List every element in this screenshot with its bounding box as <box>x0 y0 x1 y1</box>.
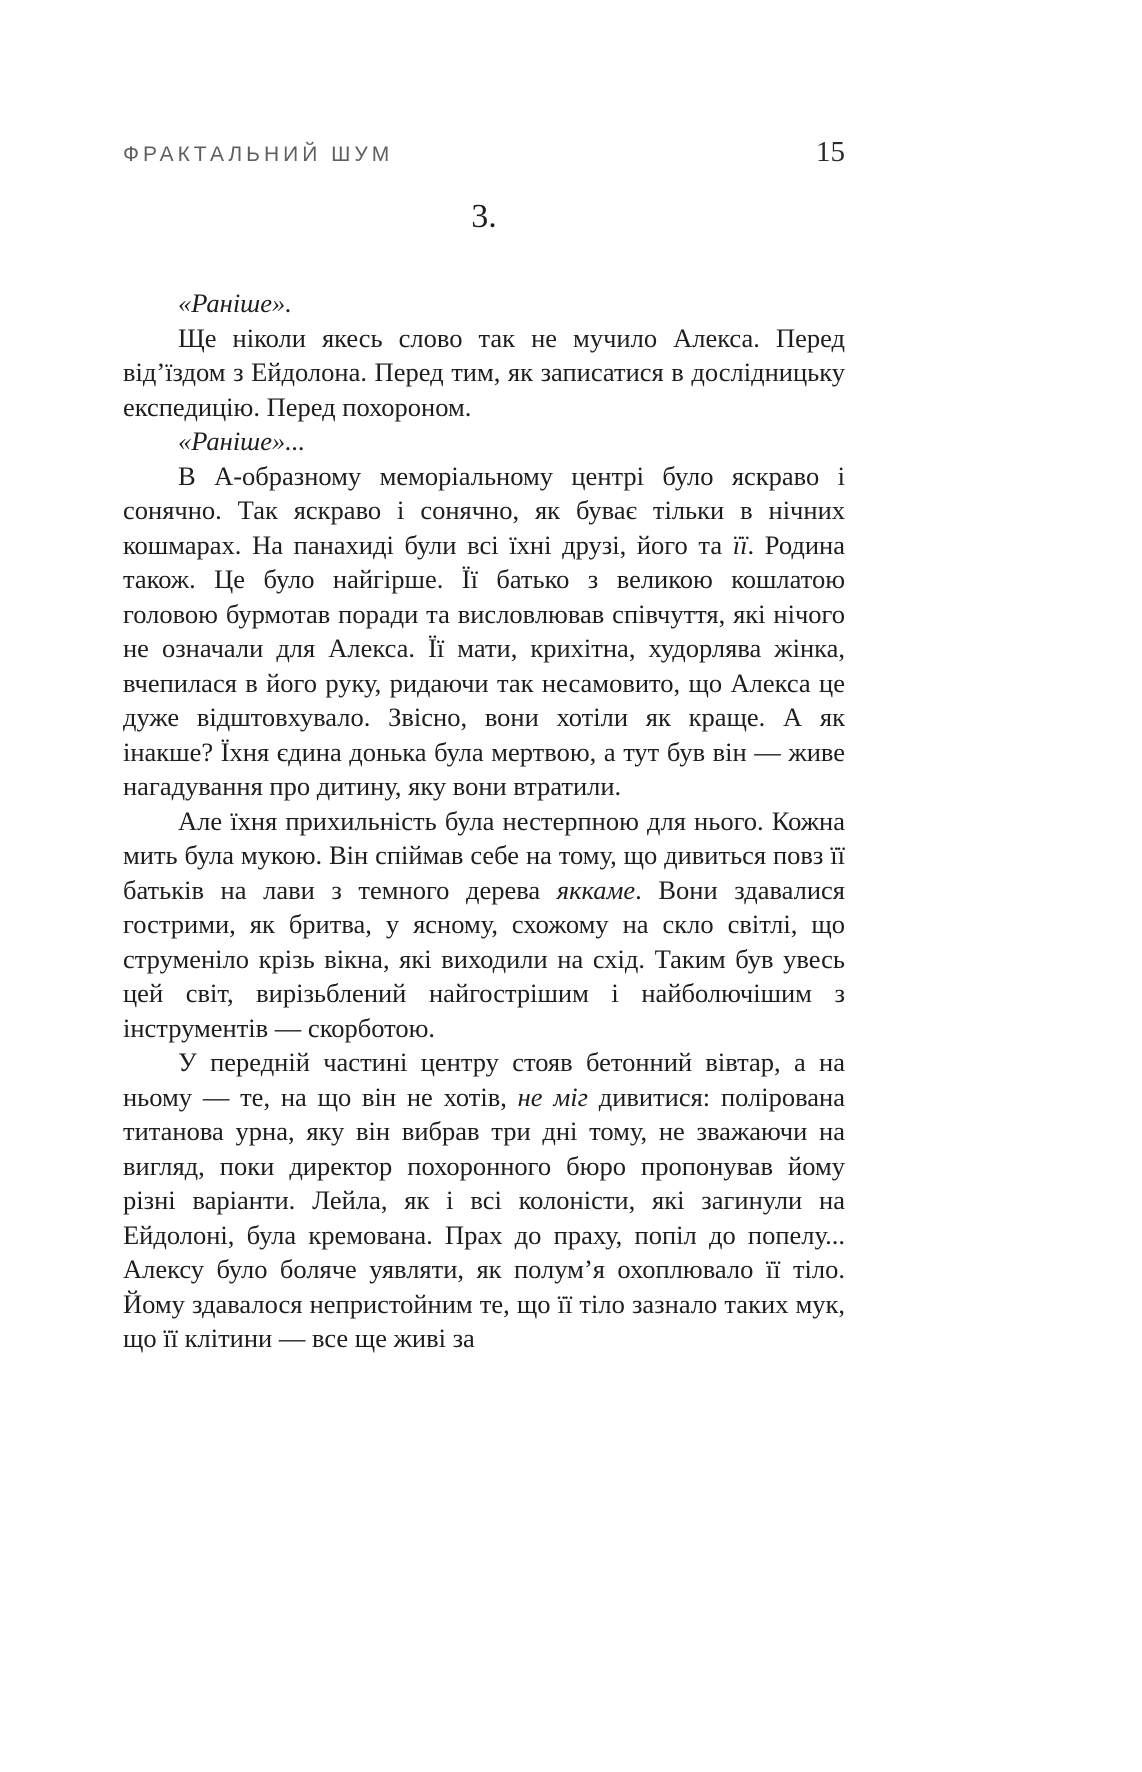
italic-text-run: не міг <box>517 1081 588 1112</box>
paragraph <box>123 459 845 804</box>
running-title: ФРАКТАЛЬНИЙ ШУМ <box>123 143 394 166</box>
page-header <box>123 136 845 169</box>
italic-text-run: яккаме <box>556 874 636 905</box>
page-number: 15 <box>816 136 845 168</box>
text-run: У передній частині центру стояв бетонний вівтар, а на ньому — те, на що він не хотів, <box>123 1047 845 1112</box>
text-run: В А-образному меморіальному центрі було яскраво і сонячно. Так яскраво і сонячно, як буває тільки в нічних кошмарах. На панахиді були всі їхні друзі, його та <box>123 460 845 560</box>
text-run: дивитися: полірована титанова урна, яку він вибрав три дні тому, не зважаючи на вигляд, поки директор похоронного бюро пропонував йому різні варіанти. Лейла, як і всі колоністи, які загинули на Ейдолоні, була кремована. Прах до праху, попіл до попелу... Алексу було боляче уявляти, як полум’я охоплювало її тіло. Йому здавалося непристойним те, що її тіло зазнало таких мук, що її клітини — все ще живі за <box>123 1081 845 1353</box>
paragraph <box>123 1045 845 1356</box>
body-text <box>123 286 845 1356</box>
chapter-number: 3. <box>471 198 497 235</box>
paragraph <box>123 424 845 459</box>
text-run: Але їхня прихильність була нестерпною для нього. Кожна мить була мукою. Він спіймав себе на тому, що дивиться повз її батьків на лави з темного дерева <box>123 805 845 905</box>
italic-text-run: «Раніше». <box>178 288 292 318</box>
text-run: . Родина також. Це було найгірше. Її батько з великою кошлатою головою бурмотав поради та висловлював співчуття, які нічого не означали для Алекса. Її мати, крихітна, худорлява жінка, вчепилася в його руку, ридаючи так несамовито, що Алекса це дуже відштовхувало. Звісно, вони хотіли як краще. А як інакше? Їхня єдина донька була мертвою, а тут був він — живе нагадування про дитину, яку вони втратили. <box>123 529 845 801</box>
paragraph <box>123 286 845 321</box>
paragraph <box>123 321 845 425</box>
text-run: . Вони здавалися гострими, як бритва, у ясному, схожому на скло світлі, що струменіло крізь вікна, які виходили на схід. Таким був увесь цей світ, вирізьблений найгострішим і найболючішим з інструментів — скорботою. <box>123 874 845 1043</box>
italic-text-run: її <box>732 529 748 560</box>
paragraph <box>123 804 845 1046</box>
italic-text-run: «Раніше»... <box>178 426 306 456</box>
text-run: Ще ніколи якесь слово так не мучило Алекса. Перед від’їздом з Ейдолона. Перед тим, як записатися в дослідницьку експедицію. Перед похороном. <box>123 322 845 422</box>
